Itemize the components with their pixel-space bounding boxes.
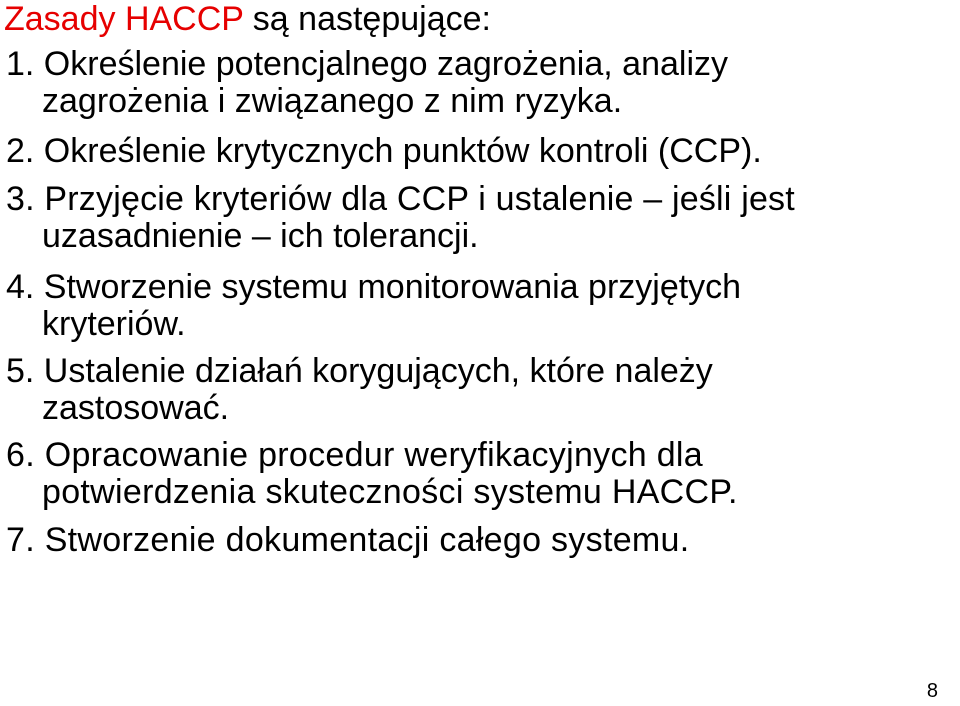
list-item [6,269,741,343]
list-item-line2: potwierdzenia skuteczności systemu HACCP. [42,473,738,511]
list-item-line2: kryteriów. [42,305,186,343]
list-item-line1: 3. Przyjęcie kryteriów dla CCP i ustalenie – jeśli jest [6,180,795,218]
title-rest: są następujące: [243,0,491,38]
list-item [6,437,738,511]
list-item-line2: uzasadnienie – ich tolerancji. [42,217,479,255]
slide-title [4,0,491,38]
list-item-line1: 6. Opracowanie procedur weryfikacyjnych dla [6,436,704,474]
list-item-line1: 4. Stworzenie systemu monitorowania przyjętych [6,268,742,306]
list-item-line1: 2. Określenie krytycznych punktów kontroli (CCP). [6,132,762,170]
list-item [6,46,728,120]
list-item [6,181,795,255]
title-accent: Zasady HACCP [4,0,244,38]
list-item-line1: 1. Określenie potencjalnego zagrożenia, analizy [6,45,729,83]
list-item [6,353,713,427]
page-number: 8 [926,680,938,702]
list-item-line1: 7. Stworzenie dokumentacji całego systemu. [6,521,690,559]
list-item [6,133,762,170]
list-item [6,522,690,559]
list-item-line1: 5. Ustalenie działań korygujących, które należy [6,352,713,390]
list-item-line2: zagrożenia i związanego z nim ryzyka. [42,82,623,120]
list-item-line2: zastosować. [42,389,230,427]
